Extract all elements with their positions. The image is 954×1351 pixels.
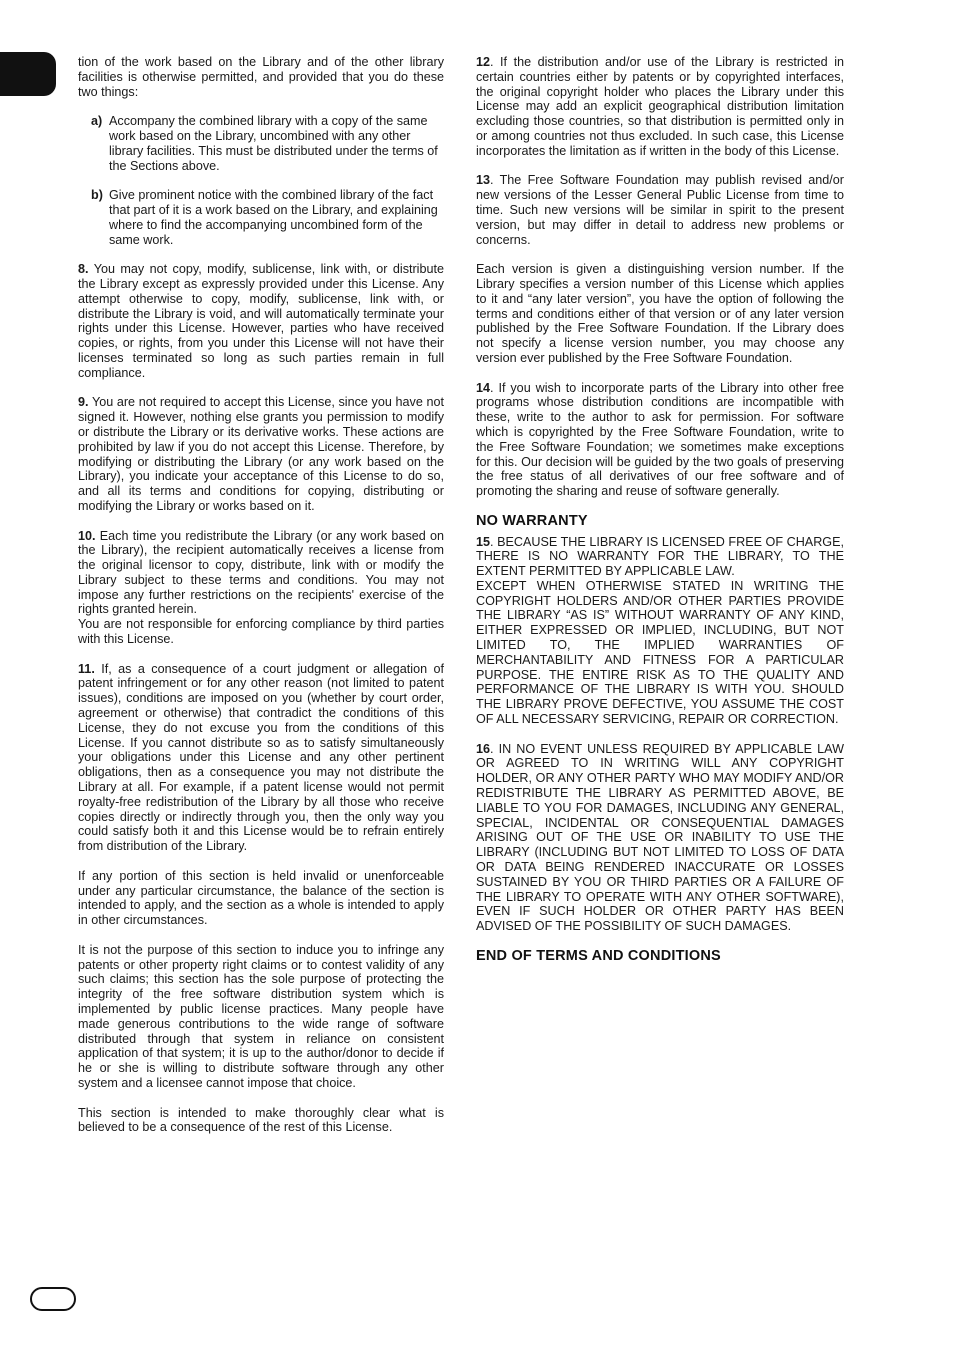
section-text: . The Free Software Foundation may publish revised and/or new versions of the Lesser General Public License from time to time. Such new versions will be similar in spirit to the present version, but may differ in detail to address new problems or concerns. (476, 173, 844, 247)
section-tab-marker (0, 52, 56, 96)
section-number: 11. (78, 661, 95, 676)
section-14 (476, 381, 844, 499)
section-number: 8. (78, 262, 89, 277)
item-label: a) (91, 114, 103, 129)
right-column (476, 55, 844, 970)
item-label: b) (91, 188, 103, 203)
section-16 (476, 742, 844, 934)
section-text: . BECAUSE THE LIBRARY IS LICENSED FREE OF CHARGE, THERE IS NO WARRANTY FOR THE LIBRARY, TO THE EXTENT PERMITTED BY APPLICABLE LAW. (476, 534, 844, 579)
page-number-badge (30, 1287, 76, 1311)
item-list (78, 114, 444, 247)
section-text: If, as a consequence of a court judgment or allegation of patent infringement or for any other reason (not limited to patent issues), conditions are imposed on you (whether by court order, agreement or otherwise) that contradict the conditions of this License, they do not excuse you from the conditions of this License. If you cannot distribute so as to satisfy simultaneously your obligations under this License and any other pertinent obligations, then as a consequence you may not distribute the Library at all. For example, if a patent license would not permit royalty-free redistribution of the Library by all those who receive copies directly or indirectly through you, then the only way you could satisfy both it and this License would be to refrain entirely from distribution of the Library. (78, 661, 444, 854)
section-text: You may not copy, modify, sublicense, link with, or distribute the Library except as expressly provided under this License. Any attempt otherwise to copy, modify, sublicense, link with, or distribute the Library is void, and will automatically terminate your rights under this License. However, parties who have received copies, or rights, from you under this License will not have their licenses terminated so long as such parties remain in full compliance. (78, 262, 444, 380)
clarification-paragraph: This section is intended to make thoroughly clear what is believed to be a consequence of the rest of this License. (78, 1105, 444, 1135)
end-of-terms-heading: END OF TERMS AND CONDITIONS (476, 947, 721, 964)
section-number: 16 (476, 741, 491, 756)
section-11 (78, 662, 444, 854)
section-13 (476, 173, 844, 247)
left-column (78, 55, 444, 1150)
section-15 (476, 535, 844, 579)
section-text: Each time you redistribute the Library (or any work based on the Library), the recipient automatically receives a license from the original licensor to copy, distribute, link with or modify the Library subject to these terms and conditions. You may not impose any further restrictions on the recipients' exercise of the rights granted herein. (78, 528, 445, 617)
section-12 (476, 55, 844, 159)
intro-paragraph: tion of the work based on the Library and of the other library facilities is otherwise permitted, and provided that you do these two things: (78, 55, 444, 99)
section-8 (78, 262, 444, 380)
section-number: 12 (476, 55, 491, 69)
section-9 (78, 395, 444, 513)
no-warranty-heading: NO WARRANTY (476, 512, 588, 529)
list-item-a (91, 114, 444, 173)
item-text: Accompany the combined library with a copy of the same work based on the Library, uncombined with any other library facilities. This must be distributed under the terms of the Sections above. (109, 114, 438, 173)
section-10 (78, 529, 444, 618)
item-text: Give prominent notice with the combined library of the fact that part of it is a work based on the Library, and explaining where to find the accompanying uncombined form of the same work. (109, 188, 438, 247)
section-15-disclaimer: EXCEPT WHEN OTHERWISE STATED IN WRITING THE COPYRIGHT HOLDERS AND/OR OTHER PARTIES PROVIDE THE LIBRARY “AS IS” WITHOUT WARRANTY OF ANY KIND, EITHER EXPRESSED OR IMPLIED, INCLUDING, BUT NOT LIMITED TO, THE IMPLIED WARRANTIES OF MERCHANTABILITY AND FITNESS FOR A PARTICULAR PURPOSE. THE ENTIRE RISK AS TO THE QUALITY AND PERFORMANCE OF THE LIBRARY IS WITH YOU. SHOULD THE LIBRARY PROVE DEFECTIVE, YOU ASSUME THE COST OF ALL NECESSARY SERVICING, REPAIR OR CORRECTION. (476, 578, 844, 727)
section-text: . IN NO EVENT UNLESS REQUIRED BY APPLICABLE LAW OR AGREED TO IN WRITING WILL ANY COPYRIGHT HOLDER, OR ANY OTHER PARTY WHO MAY MODIFY AND/OR REDISTRIBUTE THE LIBRARY AS PERMITTED ABOVE, BE LIABLE TO YOU FOR DAMAGES, INCLUDING ANY GENERAL, SPECIAL, INCIDENTAL OR CONSEQUENTIAL DAMAGES ARISING OUT OF THE USE OR INABILITY TO USE THE LIBRARY (INCLUDING BUT NOT LIMITED TO LOSS OF DATA OR DATA BEING RENDERED INACCURATE OR LOSSES SUSTAINED BY YOU OR THIRD PARTIES OR A FAILURE OF THE LIBRARY TO OPERATE WITH ANY OTHER SOFTWARE), EVEN IF SUCH HOLDER OR OTHER PARTY HAS BEEN ADVISED OF THE POSSIBILITY OF SUCH DAMAGES. (476, 741, 844, 934)
section-number: 13 (476, 173, 491, 188)
version-paragraph: Each version is given a distinguishing version number. If the Library specifies a version number of this License which applies to it and “any later version”, you have the option of following the terms and conditions either of that version or of any later version published by the Free Software Foundation. If the Library does not specify a license version number, you may choose any version ever published by the Free Software Foundation. (476, 262, 844, 365)
list-item-b (91, 188, 444, 247)
section-text: . If you wish to incorporate parts of the Library into other free programs whose distribution conditions are incompatible with these, write to the author to ask for permission. For software which is copyrighted by the Free Software Foundation, write to the Free Software Foundation; we sometimes make exceptions for this. Our decision will be guided by the two goals of preserving the free status of all derivatives of our free software and of promoting the sharing and reuse of software generally. (476, 380, 844, 499)
section-number: 14 (476, 380, 491, 395)
section-number: 9. (78, 395, 89, 410)
section-text: . If the distribution and/or use of the Library is restricted in certain countries either by patents or by copyrighted interfaces, the original copyright holder who places the Library under this License may add an explicit geographical distribution limitation excluding those countries, so that distribution is permitted only in or among countries not thus excluded. In such case, this License incorporates the limitation as if written in the body of this License. (476, 55, 844, 158)
invalid-portion-paragraph: If any portion of this section is held invalid or unenforceable under any particular circumstance, the balance of the section is intended to apply, and the section as a whole is intended to apply in other circumstances. (78, 868, 444, 928)
section-10-note: You are not responsible for enforcing compliance by third parties with this License. (78, 617, 444, 647)
section-number: 10. (78, 528, 96, 543)
section-number: 15 (476, 534, 491, 549)
purpose-paragraph: It is not the purpose of this section to induce you to infringe any patents or other property right claims or to contest validity of any such claims; this section has the sole purpose of protecting the integrity of the free software distribution system which is implemented by public license practices. Many people have made generous contributions to the wide range of software distributed through that system in reliance on consistent application of that system; it is up to the author/donor to decide if he or she is willing to distribute software through any other system and a licensee cannot impose that choice. (78, 942, 444, 1090)
section-text: You are not required to accept this License, since you have not signed it. However, nothing else grants you permission to modify or distribute the Library or its derivative works. These actions are prohibited by law if you do not accept this License. Therefore, by modifying or distributing the Library (or any work based on the Library), you indicate your acceptance of this License to do so, and all its terms and conditions for copying, distributing or modifying the Library or works based on it. (78, 395, 444, 513)
